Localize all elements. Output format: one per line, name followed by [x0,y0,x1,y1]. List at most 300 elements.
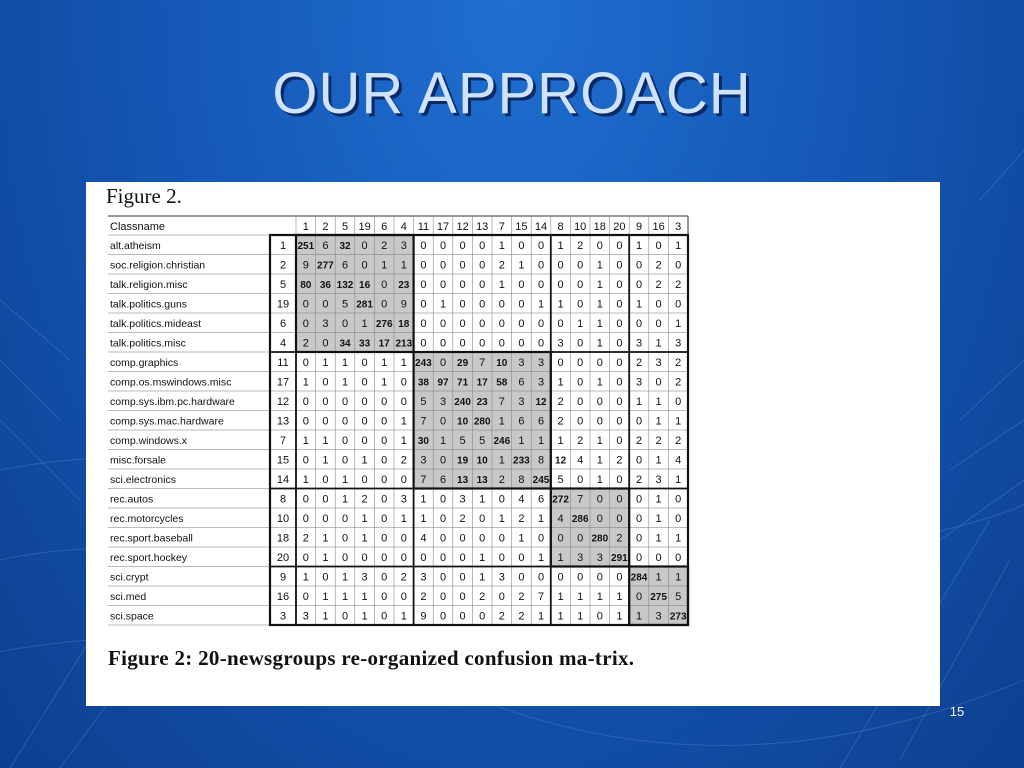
matrix-cell: 0 [577,279,584,291]
matrix-cell: 1 [518,532,525,545]
row-classname: soc.religion.christian [110,259,206,272]
matrix-cell: 1 [322,357,329,369]
matrix-cell: 0 [341,454,349,467]
matrix-cell: 9 [400,298,407,311]
matrix-cell: 240 [454,397,471,408]
matrix-cell: 213 [395,338,413,350]
matrix-cell: 1 [400,357,407,369]
figure-caption: Figure 2: 20-newsgroups re-organized confusion ma-trix. [108,646,635,670]
matrix-cell: 1 [557,298,564,311]
matrix-cell: 2 [400,571,407,584]
matrix-cell: 0 [322,474,329,486]
matrix-cell: 0 [459,240,466,252]
matrix-cell: 1 [577,591,584,603]
column-header: 9 [635,221,643,233]
matrix-cell: 277 [317,260,334,272]
matrix-cell: 3 [518,396,525,408]
matrix-cell: 1 [400,610,407,623]
matrix-cell: 6 [518,415,525,428]
matrix-cell: 0 [655,318,662,330]
matrix-cell: 2 [577,240,584,252]
matrix-cell: 1 [675,474,682,486]
matrix-cell: 2 [381,240,388,252]
matrix-cell: 1 [498,279,505,291]
matrix-cell: 97 [437,377,449,389]
column-header: 18 [593,221,606,233]
matrix-cell: 0 [518,279,525,291]
row-id: 6 [279,318,287,330]
matrix-cell: 0 [655,552,662,564]
matrix-cell: 246 [493,436,511,447]
matrix-cell: 3 [322,318,329,330]
row-classname: sci.med [110,591,147,603]
matrix-cell: 0 [479,279,486,291]
matrix-cell: 0 [322,415,329,428]
matrix-cell: 1 [557,591,564,603]
matrix-cell: 1 [596,376,603,389]
matrix-cell: 1 [596,337,603,350]
matrix-cell: 1 [616,610,623,623]
matrix-cell: 0 [322,337,329,350]
row-id: 20 [276,552,290,564]
matrix-cell: 0 [381,532,388,545]
matrix-cell: 0 [596,610,603,623]
matrix-cell: 0 [459,571,466,584]
matrix-cell: 1 [655,532,662,545]
matrix-cell: 0 [498,532,505,545]
matrix-cell: 1 [322,532,329,545]
matrix-cell: 7 [537,591,545,603]
matrix-cell: 36 [319,280,331,291]
matrix-cell: 0 [302,591,309,603]
column-header: 7 [498,221,505,233]
column-header: 10 [574,221,587,233]
matrix-cell: 1 [596,591,603,603]
matrix-cell: 0 [361,357,368,369]
matrix-cell: 1 [675,318,682,330]
matrix-cell: 2 [302,337,309,350]
matrix-cell: 0 [577,376,584,389]
matrix-cell: 0 [420,298,427,311]
matrix-cell: 1 [557,610,564,623]
matrix-cell: 0 [439,337,447,350]
column-header: 6 [381,221,388,233]
matrix-cell: 2 [498,259,505,272]
matrix-cell: 0 [361,376,368,389]
matrix-cell: 0 [381,435,388,447]
matrix-cell: 0 [479,513,486,525]
matrix-cell: 0 [635,493,643,506]
matrix-cell: 0 [302,415,309,428]
matrix-cell: 0 [439,318,447,330]
matrix-cell: 1 [361,532,368,545]
matrix-cell: 0 [302,318,309,330]
matrix-cell: 0 [537,259,545,272]
matrix-cell: 0 [635,318,643,330]
matrix-cell: 3 [537,357,545,369]
matrix-cell: 2 [616,454,623,467]
matrix-cell: 0 [420,318,427,330]
matrix-cell: 0 [498,318,505,330]
matrix-cell: 2 [518,610,525,623]
matrix-cell: 0 [537,318,545,330]
row-id: 15 [276,454,290,467]
matrix-cell: 1 [322,435,329,447]
matrix-cell: 3 [518,357,525,369]
matrix-cell: 0 [459,591,466,603]
matrix-cell: 2 [655,259,662,272]
matrix-cell: 0 [635,454,643,467]
matrix-cell: 0 [302,357,309,369]
matrix-cell: 5 [341,298,349,311]
matrix-cell: 1 [577,318,584,330]
row-id: 3 [279,610,287,623]
matrix-cell: 1 [537,435,545,447]
column-header: 17 [436,221,450,233]
matrix-cell: 7 [420,415,427,428]
matrix-cell: 6 [322,240,329,252]
matrix-cell: 1 [341,357,349,369]
matrix-cell: 1 [381,376,388,389]
matrix-cell: 1 [635,298,643,311]
matrix-cell: 3 [361,571,368,584]
matrix-cell: 280 [473,416,491,428]
matrix-cell: 0 [439,513,447,525]
matrix-cell: 0 [381,610,388,623]
matrix-cell: 0 [498,591,505,603]
matrix-cell: 0 [381,513,388,525]
matrix-cell: 0 [459,337,466,350]
row-classname: talk.religion.misc [110,279,188,291]
matrix-cell: 1 [361,610,368,623]
matrix-cell: 0 [361,474,368,486]
matrix-cell: 0 [537,240,545,252]
matrix-cell: 0 [400,591,407,603]
matrix-cell: 0 [341,610,349,623]
matrix-cell: 1 [655,571,662,584]
matrix-cell: 0 [577,474,584,486]
row-classname: talk.politics.mideast [110,318,202,330]
matrix-cell: 1 [518,259,525,272]
matrix-cell: 0 [381,279,388,291]
matrix-cell: 3 [596,552,603,564]
matrix-cell: 0 [400,474,407,486]
matrix-cell: 0 [420,552,427,564]
matrix-cell: 2 [616,532,623,545]
matrix-cell: 0 [459,298,466,311]
matrix-cell: 0 [557,532,564,545]
matrix-cell: 0 [439,240,447,252]
matrix-cell: 9 [302,259,309,272]
column-header: 8 [557,221,564,233]
matrix-cell: 0 [420,259,427,272]
matrix-cell: 0 [479,337,486,350]
matrix-cell: 5 [459,435,466,447]
matrix-cell: 2 [675,357,682,369]
matrix-cell: 0 [635,279,643,291]
matrix-cell: 0 [616,318,623,330]
matrix-cell: 10 [496,358,508,369]
matrix-cell: 0 [635,591,643,603]
matrix-cell: 1 [420,493,427,506]
matrix-cell: 0 [341,513,349,525]
matrix-cell: 1 [557,435,564,447]
matrix-cell: 0 [616,571,623,584]
row-classname: sci.crypt [110,571,149,584]
matrix-cell: 1 [381,259,388,272]
row-classname: talk.politics.misc [110,337,186,350]
matrix-cell: 1 [302,435,309,447]
matrix-cell: 1 [498,415,505,428]
matrix-cell: 2 [518,513,525,525]
matrix-cell: 0 [596,493,603,506]
column-header: 13 [476,221,489,233]
matrix-cell: 1 [420,513,427,525]
matrix-cell: 0 [675,513,682,525]
matrix-cell: 132 [336,280,354,291]
row-classname: comp.sys.mac.hardware [110,415,224,428]
matrix-cell: 1 [635,610,643,623]
matrix-cell: 5 [479,435,486,447]
matrix-cell: 0 [616,240,623,252]
matrix-cell: 0 [557,259,564,272]
matrix-cell: 6 [439,474,447,486]
matrix-cell: 273 [669,611,687,623]
row-id: 12 [276,396,290,408]
matrix-cell: 32 [339,241,351,252]
matrix-cell: 276 [375,319,393,330]
matrix-cell: 1 [655,454,662,467]
matrix-cell: 1 [577,610,584,623]
matrix-cell: 0 [479,318,486,330]
matrix-cell: 0 [498,552,505,564]
matrix-cell: 0 [655,376,662,389]
matrix-cell: 0 [675,493,682,506]
matrix-cell: 0 [675,298,682,311]
row-id: 1 [279,240,287,252]
matrix-cell: 0 [518,571,525,584]
matrix-cell: 13 [476,475,488,486]
matrix-cell: 0 [635,532,643,545]
row-id: 7 [279,435,287,447]
matrix-cell: 1 [479,571,486,584]
matrix-cell: 286 [571,514,589,525]
matrix-cell: 3 [498,571,505,584]
slide-title: OUR APPROACH [272,61,752,126]
matrix-cell: 8 [518,474,525,486]
matrix-cell: 1 [596,279,603,291]
matrix-cell: 3 [537,376,545,389]
matrix-cell: 4 [675,454,682,467]
matrix-cell: 2 [302,532,309,545]
matrix-cell: 0 [577,259,584,272]
matrix-cell: 23 [398,280,410,291]
matrix-cell: 1 [675,571,682,584]
row-id: 17 [276,376,290,389]
row-id: 9 [279,571,287,584]
matrix-cell: 0 [537,337,545,350]
matrix-cell: 0 [439,259,447,272]
matrix-cell: 33 [359,338,371,350]
matrix-cell: 1 [655,493,662,506]
matrix-cell: 0 [322,298,329,311]
matrix-cell: 10 [476,455,488,467]
matrix-cell: 7 [498,396,505,408]
matrix-cell: 34 [339,338,351,350]
figure-heading: Figure 2. [106,184,182,208]
matrix-cell: 9 [420,610,427,623]
matrix-cell: 80 [300,280,312,291]
matrix-cell: 0 [479,298,486,311]
matrix-cell: 0 [302,396,309,408]
matrix-cell: 2 [498,474,505,486]
matrix-cell: 2 [361,493,368,506]
matrix-cell: 30 [417,436,429,447]
matrix-cell: 0 [459,318,466,330]
matrix-cell: 0 [341,396,349,408]
column-header: 14 [534,221,548,233]
matrix-cell: 16 [359,280,371,291]
matrix-cell: 1 [596,318,603,330]
row-id: 16 [276,591,290,603]
matrix-cell: 1 [400,415,407,428]
matrix-cell: 2 [655,279,662,291]
matrix-cell: 1 [675,532,682,545]
matrix-cell: 0 [439,454,447,467]
column-header: 16 [652,221,665,233]
matrix-cell: 1 [361,513,368,525]
matrix-cell: 1 [537,552,545,564]
matrix-cell: 0 [557,357,564,369]
matrix-cell: 0 [341,552,349,564]
matrix-cell: 10 [457,416,469,428]
matrix-cell: 2 [557,396,564,408]
matrix-cell: 1 [675,415,682,428]
matrix-cell: 1 [439,435,447,447]
matrix-cell: 0 [459,259,466,272]
matrix-cell: 0 [577,532,584,545]
matrix-cell: 1 [616,591,623,603]
row-id: 10 [276,513,290,525]
matrix-cell: 1 [322,454,329,467]
matrix-cell: 0 [420,337,427,350]
matrix-cell: 29 [457,358,469,369]
matrix-cell: 2 [675,376,682,389]
matrix-cell: 1 [655,337,662,350]
matrix-cell: 2 [635,435,643,447]
matrix-cell: 0 [381,298,388,311]
matrix-cell: 6 [518,376,525,389]
matrix-cell: 0 [557,279,564,291]
matrix-cell: 0 [322,396,329,408]
matrix-cell: 1 [381,357,388,369]
matrix-cell: 0 [381,493,388,506]
matrix-cell: 0 [518,318,525,330]
matrix-cell: 0 [616,298,623,311]
matrix-cell: 0 [400,552,407,564]
matrix-cell: 0 [616,337,623,350]
matrix-cell: 0 [459,610,466,623]
matrix-cell: 0 [302,454,309,467]
matrix-cell: 17 [378,338,390,350]
matrix-cell: 0 [479,240,486,252]
matrix-cell: 0 [439,591,447,603]
matrix-cell: 0 [322,376,329,389]
matrix-cell: 0 [439,357,447,369]
matrix-cell: 0 [537,571,545,584]
matrix-cell: 0 [616,357,623,369]
matrix-cell: 0 [557,318,564,330]
matrix-cell: 0 [498,298,505,311]
matrix-cell: 0 [616,513,623,525]
row-classname: talk.politics.guns [110,298,188,311]
matrix-cell: 4 [577,454,584,467]
column-header: 15 [515,221,528,233]
matrix-cell: 0 [322,493,329,506]
matrix-cell: 1 [635,396,643,408]
matrix-cell: 1 [322,552,329,564]
matrix-cell: 2 [420,591,427,603]
matrix-cell: 0 [322,571,329,584]
matrix-cell: 1 [537,610,545,623]
matrix-cell: 0 [577,571,584,584]
matrix-cell: 2 [479,591,486,603]
matrix-cell: 1 [537,298,545,311]
matrix-cell: 1 [498,513,505,525]
matrix-cell: 0 [675,396,682,408]
row-id: 13 [276,415,290,428]
matrix-cell: 2 [577,435,584,447]
matrix-cell: 0 [381,454,388,467]
matrix-cell: 2 [400,454,407,467]
row-classname: rec.sport.baseball [110,532,193,545]
matrix-cell: 2 [675,435,682,447]
matrix-cell: 0 [439,415,447,428]
matrix-cell: 0 [616,279,623,291]
matrix-cell: 3 [459,493,466,506]
matrix-cell: 1 [439,298,447,311]
matrix-cell: 4 [557,513,564,525]
matrix-cell: 0 [635,415,643,428]
matrix-cell: 1 [302,376,309,389]
matrix-cell: 0 [635,259,643,272]
column-header: 12 [456,221,469,233]
matrix-cell: 1 [400,259,407,272]
matrix-cell: 6 [341,259,349,272]
matrix-cell: 7 [420,474,427,486]
row-classname: comp.windows.x [110,435,188,447]
matrix-cell: 1 [361,454,368,467]
matrix-cell: 0 [577,337,584,350]
matrix-cell: 0 [439,493,447,506]
matrix-cell: 3 [302,610,309,623]
matrix-cell: 1 [361,591,368,603]
matrix-cell: 0 [616,435,623,447]
matrix-cell: 7 [577,493,584,506]
matrix-cell: 1 [655,513,662,525]
row-classname: comp.sys.ibm.pc.hardware [110,396,235,408]
matrix-cell: 0 [596,240,603,252]
matrix-cell: 0 [596,571,603,584]
matrix-cell: 5 [557,474,564,486]
row-classname: sci.space [110,610,154,623]
matrix-cell: 1 [341,571,349,584]
matrix-cell: 0 [596,357,603,369]
matrix-cell: 0 [655,240,662,252]
matrix-cell: 0 [381,474,388,486]
matrix-cell: 0 [518,240,525,252]
matrix-cell: 0 [459,532,466,545]
